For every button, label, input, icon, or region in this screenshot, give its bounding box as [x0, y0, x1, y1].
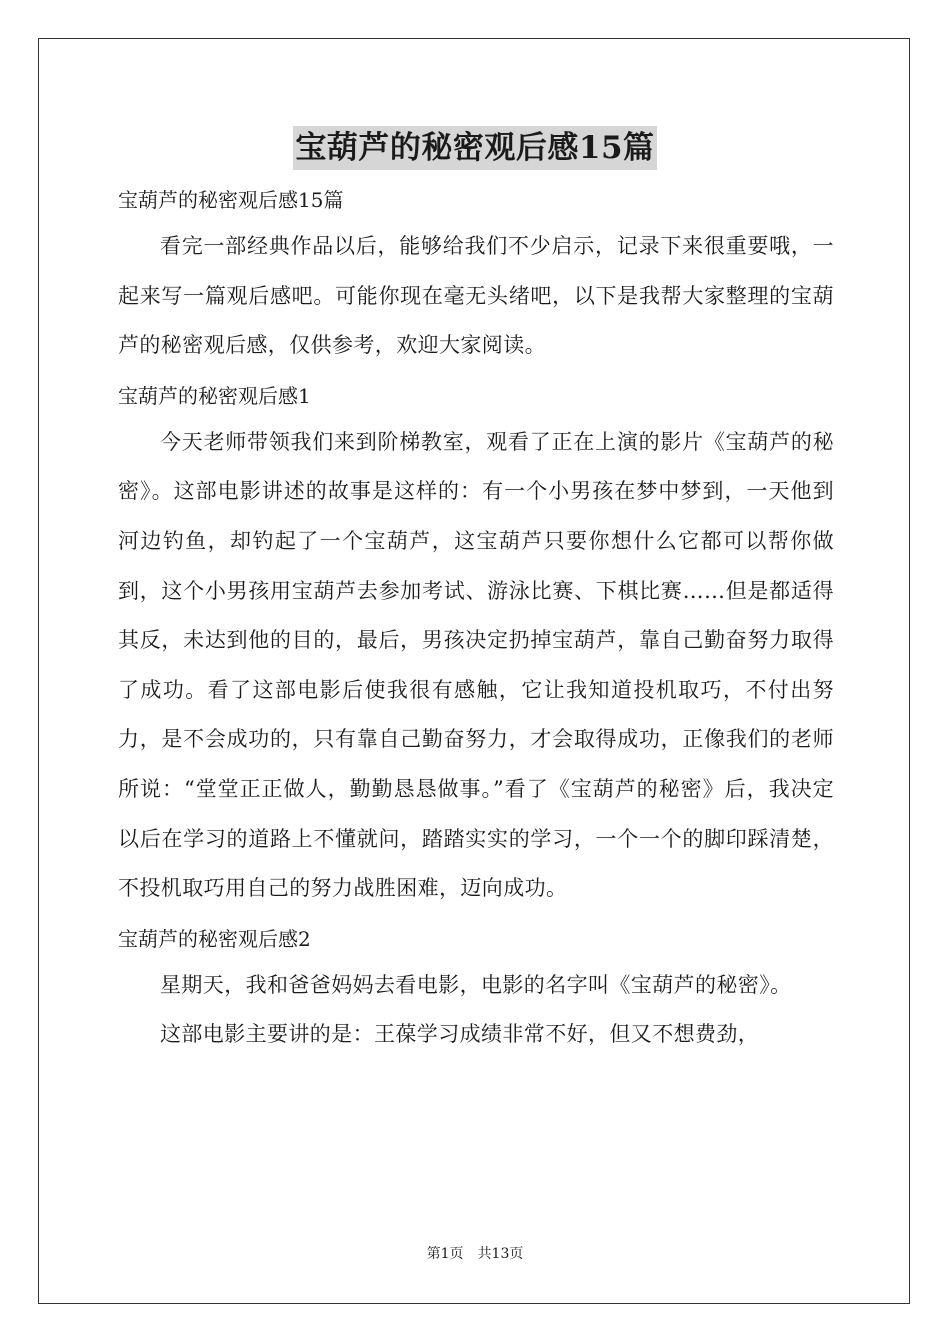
document-subtitle: 宝葫芦的秘密观后感15篇 [118, 188, 344, 212]
document-body [118, 178, 834, 1060]
section-heading-2: 宝葫芦的秘密观后感2 [118, 926, 311, 951]
page-total: 共13页 [477, 1246, 524, 1262]
intro-paragraph: 看完一部经典作品以后，能够给我们不少启示，记录下来很重要哦，一起来写一篇观后感吧。可能你现在毫无头绪吧，以下是我帮大家整理的宝葫芦的秘密观后感，仅供参考，欢迎大家阅读。 [118, 234, 834, 358]
section-1-paragraph-1: 今天老师带领我们来到阶梯教室，观看了正在上演的影片《宝葫芦的秘密》。这部电影讲述的故事是这样的：有一个小男孩在梦中梦到，一天他到河边钓鱼，却钓起了一个宝葫芦，这宝葫芦只要你想什么它都可以帮你做到，这个小男孩用宝葫芦去参加考试、游泳比赛、下棋比赛……但是都适得其反，未达到他的目的，最后，男孩决定扔掉宝葫芦，靠自己勤奋努力取得了成功。看了这部电影后使我很有感触，它让我知道投机取巧，不付出努力，是不会成功的，只有靠自己勤奋努力，才会取得成功，正像我们的老师所说：“堂堂正正做人，勤勤恳恳做事。”看了《宝葫芦的秘密》后，我决定以后在学习的道路上不懂就问，踏踏实实的学习，一个一个的脚印踩清楚，不投机取巧用自己的努力战胜困难，迈向成功。 [118, 429, 834, 901]
section-heading-1: 宝葫芦的秘密观后感1 [118, 383, 311, 408]
title-container [0, 126, 950, 170]
page-footer [0, 1244, 950, 1264]
section-2-paragraph-2: 这部电影主要讲的是：王葆学习成绩非常不好，但又不想费劲， [160, 1022, 760, 1047]
page-number: 第1页 [426, 1246, 464, 1262]
section-2-paragraph-1: 星期天，我和爸爸妈妈去看电影，电影的名字叫《宝葫芦的秘密》。 [160, 972, 792, 997]
document-title: 宝葫芦的秘密观后感15篇 [293, 126, 656, 170]
